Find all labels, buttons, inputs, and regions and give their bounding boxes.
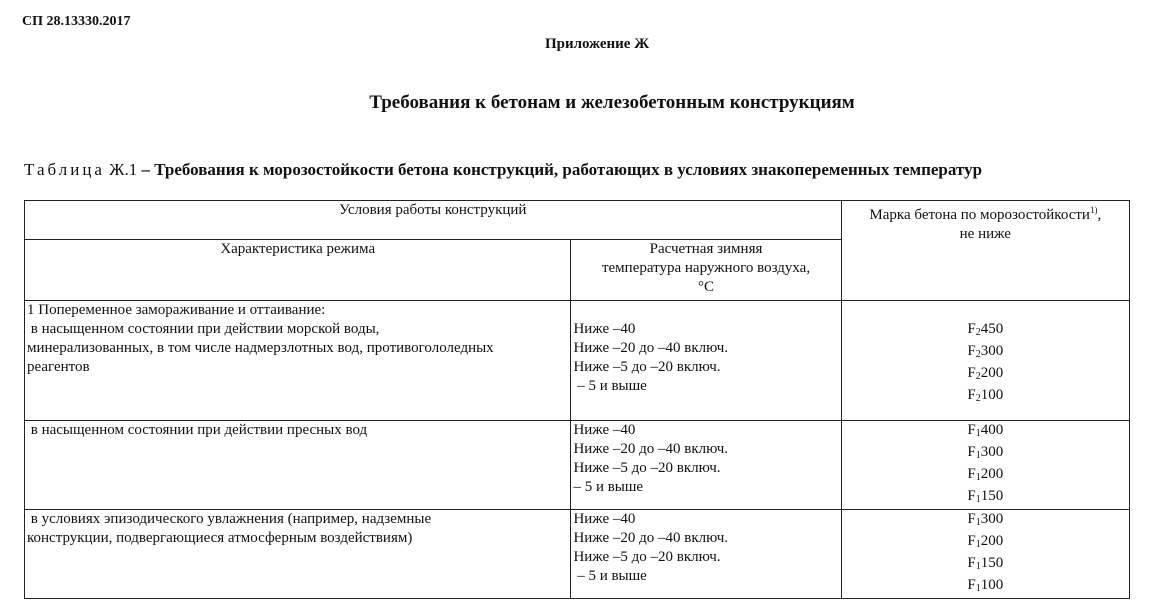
temperature-value: – 5 и выше	[573, 378, 647, 394]
temperature-cell	[571, 421, 841, 510]
header-grade	[841, 201, 1129, 301]
frost-resistance-table	[24, 200, 1130, 599]
frost-grade-subscript: 1	[975, 472, 981, 483]
frost-grade-prefix: F	[967, 577, 976, 593]
mode-description-cell	[25, 301, 571, 421]
table-row	[25, 421, 1130, 510]
header-temp-line3: °С	[698, 279, 715, 295]
header-grade-tail: ,	[1097, 207, 1102, 223]
frost-grade-value	[844, 576, 1127, 598]
header-grade-footnote: 1)	[1089, 205, 1098, 215]
frost-grade-subscript: 1	[975, 517, 981, 528]
frost-grade-prefix: F	[967, 466, 976, 482]
temperature-value: Ниже –5 до –20 включ.	[573, 359, 721, 375]
temperature-value: Ниже –20 до –40 включ.	[573, 441, 729, 457]
frost-grade-prefix: F	[967, 555, 976, 571]
temperature-cell	[571, 301, 841, 421]
appendix-heading: Приложение Ж	[544, 36, 650, 52]
frost-grade-number: 150	[980, 488, 1004, 504]
frost-grade-number: 150	[980, 555, 1004, 571]
frost-grade-number: 300	[980, 343, 1004, 359]
table-body	[25, 301, 1130, 599]
header-conditions: Условия работы конструкций	[25, 201, 842, 240]
frost-grade-subscript: 2	[975, 327, 981, 338]
temperature-value: Ниже –5 до –20 включ.	[573, 549, 721, 565]
header-temperature	[571, 240, 841, 301]
mode-description-cell	[25, 421, 571, 510]
frost-grade-prefix: F	[967, 533, 976, 549]
temperature-value: Ниже –40	[573, 321, 636, 337]
mode-description-line: 1 Попеременное замораживание и оттаивание:	[27, 302, 326, 318]
frost-grade-number: 100	[980, 577, 1004, 593]
section-title: Требования к бетонам и железобетонным конструкциям	[369, 92, 855, 113]
temperature-value: Ниже –20 до –40 включ.	[573, 340, 729, 356]
temperature-value: – 5 и выше	[573, 568, 647, 584]
mode-description-cell	[25, 510, 571, 599]
grade-cell	[841, 510, 1129, 599]
table-row	[25, 510, 1130, 599]
temperature-value: – 5 и выше	[573, 479, 644, 495]
mode-description-line: в условиях эпизодического увлажнения (например, надземные	[27, 511, 432, 527]
frost-grade-subscript: 1	[975, 494, 981, 505]
frost-grade-number: 200	[980, 466, 1004, 482]
table-row	[25, 301, 1130, 421]
frost-grade-value	[844, 421, 1127, 443]
temperature-value: Ниже –5 до –20 включ.	[573, 460, 721, 476]
frost-grade-value	[844, 342, 1127, 364]
frost-grade-value	[844, 386, 1127, 408]
document-code: СП 28.13330.2017	[22, 14, 131, 29]
table-caption-number: Ж.1	[109, 160, 138, 179]
frost-grade-subscript: 1	[975, 428, 981, 439]
frost-grade-value	[844, 532, 1127, 554]
frost-grade-subscript: 1	[975, 539, 981, 550]
frost-grade-value	[844, 364, 1127, 386]
frost-grade-value	[844, 443, 1127, 465]
frost-grade-prefix: F	[967, 365, 976, 381]
frost-grade-subscript: 2	[975, 349, 981, 360]
frost-grade-number: 200	[980, 533, 1004, 549]
mode-description-line: в насыщенном состоянии при действии пресных вод	[27, 422, 368, 438]
frost-grade-prefix: F	[967, 321, 976, 337]
frost-grade-number: 300	[980, 511, 1004, 527]
temperature-value: Ниже –40	[573, 511, 636, 527]
frost-grade-prefix: F	[967, 488, 976, 504]
frost-grade-subscript: 1	[975, 583, 981, 594]
mode-description-line: реагентов	[27, 359, 90, 375]
table-caption-label: Таблица	[24, 160, 105, 179]
frost-grade-subscript: 2	[975, 371, 981, 382]
grade-cell	[841, 301, 1129, 421]
header-grade-main: Марка бетона по морозостойкости	[869, 207, 1090, 223]
frost-grade-value	[844, 465, 1127, 487]
header-mode: Характеристика режима	[25, 240, 571, 301]
temperature-cell	[571, 510, 841, 599]
frost-grade-value	[844, 554, 1127, 576]
frost-grade-prefix: F	[967, 343, 976, 359]
frost-grade-subscript: 1	[975, 561, 981, 572]
mode-description-line: минерализованных, в том числе надмерзлотных вод, противогололедных	[27, 340, 494, 356]
grade-cell	[841, 421, 1129, 510]
frost-grade-number: 400	[980, 422, 1004, 438]
frost-grade-value	[844, 487, 1127, 509]
table-caption-title: – Требования к морозостойкости бетона конструкций, работающих в условиях знакопеременных температур	[141, 160, 983, 179]
frost-grade-number: 450	[980, 321, 1004, 337]
frost-grade-value	[844, 510, 1127, 532]
header-grade-line2: не ниже	[959, 226, 1011, 242]
frost-grade-prefix: F	[967, 444, 976, 460]
temperature-spacer	[573, 301, 838, 320]
temperature-value: Ниже –40	[573, 422, 636, 438]
table-header-row	[25, 201, 1130, 240]
frost-grade-subscript: 1	[975, 450, 981, 461]
frost-grade-number: 100	[980, 387, 1004, 403]
header-temp-line1: Расчетная зимняя	[649, 241, 763, 257]
header-temp-line2: температура наружного воздуха,	[601, 260, 811, 276]
mode-description-line: в насыщенном состоянии при действии морской воды,	[27, 321, 380, 337]
frost-grade-value	[844, 320, 1127, 342]
frost-grade-prefix: F	[967, 387, 976, 403]
table-caption	[24, 161, 1024, 179]
frost-grade-number: 300	[980, 444, 1004, 460]
mode-description-line: конструкции, подвергающиеся атмосферным воздействиям)	[27, 530, 413, 546]
frost-grade-prefix: F	[967, 511, 976, 527]
temperature-value: Ниже –20 до –40 включ.	[573, 530, 729, 546]
frost-grade-prefix: F	[967, 422, 976, 438]
frost-grade-subscript: 2	[975, 393, 981, 404]
grade-spacer	[844, 301, 1127, 320]
frost-grade-number: 200	[980, 365, 1004, 381]
